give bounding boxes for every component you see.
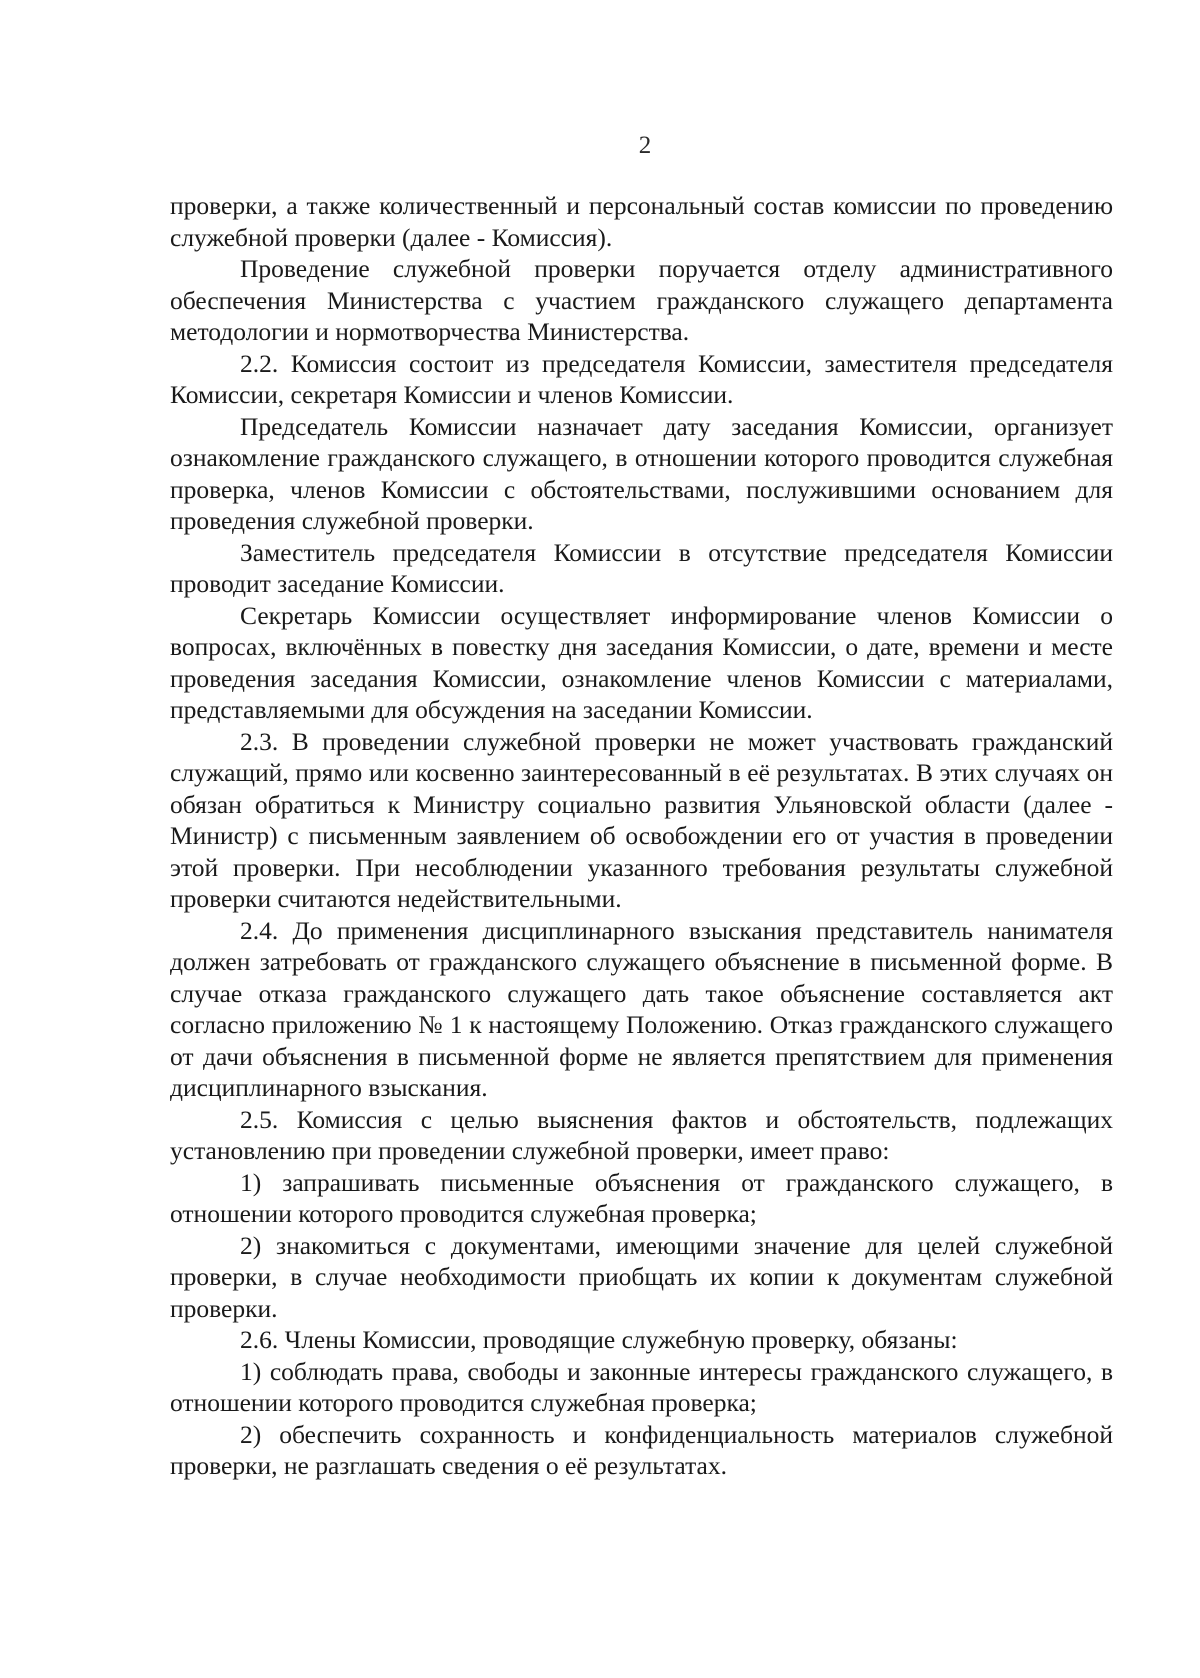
document-body bbox=[170, 190, 1113, 1482]
list-item: 2) знакомиться с документами, имеющими значение для целей служебной проверки, в случае необходимости приобщать их копии к документам служебной проверки. bbox=[170, 1230, 1113, 1323]
list-item: 2) обеспечить сохранность и конфиденциальность материалов служебной проверки, не разглашать сведения о её результатах. bbox=[170, 1419, 1113, 1480]
paragraph: Заместитель председателя Комиссии в отсутствие председателя Комиссии проводит заседание Комиссии. bbox=[170, 537, 1113, 598]
list-item: 1) запрашивать письменные объяснения от гражданского служащего, в отношении которого проводится служебная проверка; bbox=[170, 1167, 1113, 1228]
paragraph: Секретарь Комиссии осуществляет информирование членов Комиссии о вопросах, включённых в повестку дня заседания Комиссии, о дате, времени и месте проведения заседания Комиссии, ознакомление членов Комиссии с материалами, представляемыми для обсуждения на заседании Комиссии. bbox=[170, 600, 1113, 724]
paragraph-clause-2-6: 2.6. Члены Комиссии, проводящие служебную проверку, обязаны: bbox=[240, 1325, 958, 1354]
paragraph-clause-2-4: 2.4. До применения дисциплинарного взыскания представитель нанимателя должен затребовать от гражданского служащего объяснение в письменной форме. В случае отказа гражданского служащего дать такое объяснение составляется акт согласно приложению № 1 к настоящему Положению. Отказ гражданского служащего от дачи объяснения в письменной форме не является препятствием для применения дисциплинарного взыскания. bbox=[170, 915, 1113, 1102]
paragraph-clause-2-5: 2.5. Комиссия с целью выяснения фактов и обстоятельств, подлежащих установлению при проведении служебной проверки, имеет право: bbox=[170, 1104, 1113, 1165]
page-number: 2 bbox=[638, 132, 652, 159]
paragraph-clause-2-2: 2.2. Комиссия состоит из председателя Комиссии, заместителя председателя Комиссии, секретаря Комиссии и членов Комиссии. bbox=[170, 348, 1113, 409]
list-item: 1) соблюдать права, свободы и законные интересы гражданского служащего, в отношении которого проводится служебная проверка; bbox=[170, 1356, 1113, 1417]
paragraph: Председатель Комиссии назначает дату заседания Комиссии, организует ознакомление гражданского служащего, в отношении которого проводится служебная проверка, членов Комиссии с обстоятельствами, послужившими основанием для проведения служебной проверки. bbox=[170, 411, 1113, 535]
paragraph-clause-2-3: 2.3. В проведении служебной проверки не может участвовать гражданский служащий, прямо или косвенно заинтересованный в её результатах. В этих случаях он обязан обратиться к Министру социально развития Ульяновской области (далее - Министр) с письменным заявлением об освобождении его от участия в проведении этой проверки. При несоблюдении указанного требования результаты служебной проверки считаются недействительными. bbox=[170, 726, 1113, 913]
paragraph: Проведение служебной проверки поручается отделу административного обеспечения Министерства с участием гражданского служащего департамента методологии и нормотворчества Министерства. bbox=[170, 254, 1113, 346]
paragraph-continuation: проверки, а также количественный и персональный состав комиссии по проведению служебной проверки (далее - Комиссия). bbox=[170, 191, 1113, 252]
